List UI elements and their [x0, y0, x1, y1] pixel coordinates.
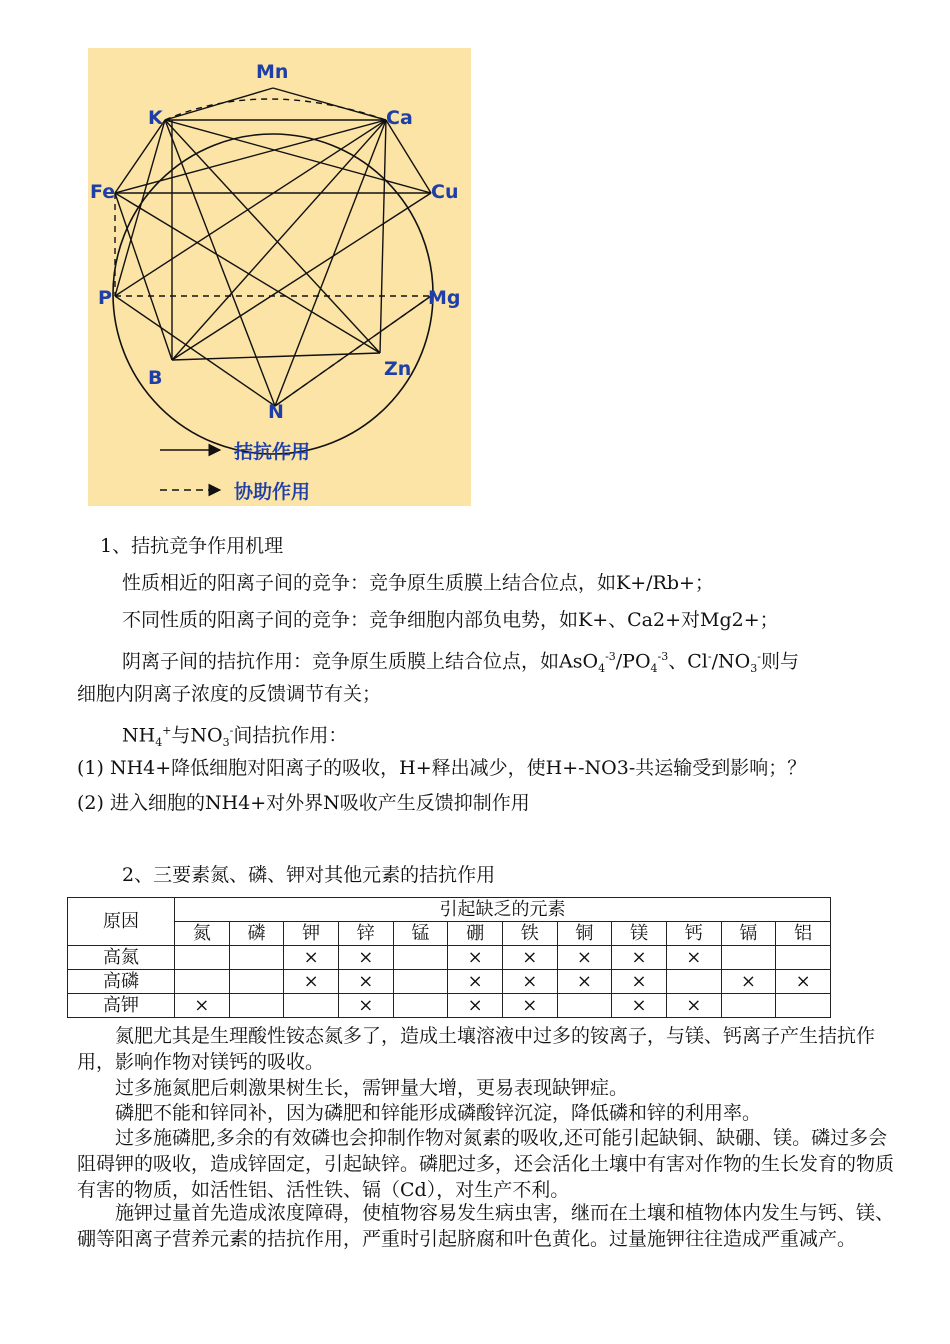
antagonism-table — [67, 897, 831, 1018]
mark-cell — [284, 994, 339, 1018]
section1-heading: 1、拮抗竞争作用机理 — [100, 535, 284, 557]
element-header-cell: 铁 — [502, 922, 557, 946]
section1-item2: (2) 进入细胞的NH4+对外界N吸收产生反馈抑制作用 — [77, 792, 530, 814]
paragraph-5: 施钾过量首先造成浓度障碍，使植物容易发生病虫害，继而在土壤和植物体内发生与钙、镁、硼等阳离子营养元素的拮抗作用，严重时引起脐腐和叶色黄化。过量施钾往往造成严重减产。 — [77, 1202, 895, 1250]
legend-antagonism: 拮抗作用 — [234, 441, 311, 463]
label-cu: Cu — [431, 181, 459, 203]
paragraph-4: 过多施磷肥,多余的有效磷也会抑制作物对氮素的吸收,还可能引起缺铜、缺硼、镁。磷过多会阻碍钾的吸收，造成锌固定，引起缺锌。磷肥过多，还会活化土壤中有害对作物的生长发育的物质有害的物质，如活性铝、活性铁、镉（Cd），对生产不利。 — [77, 1127, 895, 1201]
legend — [160, 440, 310, 503]
legend-synergy: 协助作用 — [234, 481, 311, 503]
mark-cell — [229, 994, 284, 1018]
mark-cell — [393, 946, 448, 970]
label-k: K — [148, 107, 163, 129]
mark-cell — [393, 994, 448, 1018]
mark-cell — [175, 946, 230, 970]
mark-cell: × — [776, 970, 831, 994]
mark-cell — [393, 970, 448, 994]
label-mn: Mn — [256, 61, 289, 83]
mark-cell: × — [666, 946, 721, 970]
element-header-cell: 锌 — [338, 922, 393, 946]
section1-p1: 性质相近的阳离子间的竞争：竞争原生质膜上结合位点，如K+/Rb+； — [122, 572, 714, 594]
cause-header: 原因 — [68, 898, 175, 946]
section2-heading: 2、三要素氮、磷、钾对其他元素的拮抗作用 — [122, 864, 496, 886]
mark-cell: × — [557, 946, 612, 970]
mark-cell — [721, 946, 776, 970]
element-header-cell: 锰 — [393, 922, 448, 946]
mark-cell: × — [666, 994, 721, 1018]
label-ca: Ca — [386, 107, 413, 129]
table-row — [68, 970, 831, 994]
label-mg: Mg — [428, 287, 461, 309]
element-header-cell: 铜 — [557, 922, 612, 946]
mark-cell — [776, 946, 831, 970]
mark-cell: × — [557, 970, 612, 994]
table-row — [68, 946, 831, 970]
element-header-cell: 钾 — [284, 922, 339, 946]
diagram-svg — [88, 48, 471, 506]
label-zn: Zn — [384, 358, 412, 380]
cause-cell: 高钾 — [68, 994, 175, 1018]
mark-cell: × — [448, 970, 503, 994]
cause-cell: 高磷 — [68, 970, 175, 994]
mark-cell: × — [502, 994, 557, 1018]
mark-cell: × — [284, 946, 339, 970]
element-header-cell: 钙 — [666, 922, 721, 946]
element-header-cell: 硼 — [448, 922, 503, 946]
element-header-cell: 镁 — [612, 922, 667, 946]
section1-p2: 不同性质的阳离子间的竞争：竞争细胞内部负电势，如K+、Ca2+对Mg2+； — [122, 609, 779, 631]
mark-cell: × — [448, 994, 503, 1018]
mark-cell: × — [612, 946, 667, 970]
mark-cell — [557, 994, 612, 1018]
mark-cell — [229, 946, 284, 970]
element-header-cell: 镉 — [721, 922, 776, 946]
mark-cell — [721, 994, 776, 1018]
section1-p3-line2: 细胞内阴离子浓度的反馈调节有关； — [77, 683, 382, 705]
mark-cell: × — [721, 970, 776, 994]
mark-cell: × — [175, 994, 230, 1018]
antagonism-diagram — [88, 48, 471, 506]
mark-cell — [229, 970, 284, 994]
mark-cell: × — [502, 946, 557, 970]
mark-cell — [776, 994, 831, 1018]
label-p: P — [98, 287, 112, 309]
section1-p4: $NH_4^+$与$NO_3^-$间拮抗作用： — [122, 724, 348, 750]
section1-item1: (1) NH4+降低细胞对阳离子的吸收，H+释出减少，使H+-NO3-共运输受到影响；？ — [77, 757, 807, 779]
mark-cell: × — [338, 946, 393, 970]
mark-cell: × — [612, 970, 667, 994]
cause-cell: 高氮 — [68, 946, 175, 970]
section1-p3: 阴离子间的拮抗作用：竞争原生质膜上结合位点，如$AsO_4^{-3}/PO_4^{-3}$、$Cl^-/NO_3^-$则与 — [122, 650, 799, 676]
mark-cell: × — [612, 994, 667, 1018]
mark-cell: × — [448, 946, 503, 970]
paragraph-2: 过多施氮肥后刺激果树生长，需钾量大增，更易表现缺钾症。 — [115, 1077, 629, 1099]
effect-header: 引起缺乏的元素 — [175, 898, 831, 922]
element-header-cell: 磷 — [229, 922, 284, 946]
mark-cell — [175, 970, 230, 994]
mark-cell: × — [502, 970, 557, 994]
label-b: B — [148, 367, 163, 389]
label-n: N — [268, 401, 284, 423]
element-labels — [90, 61, 461, 423]
paragraph-1: 氮肥尤其是生理酸性铵态氮多了，造成土壤溶液中过多的铵离子，与镁、钙离子产生拮抗作用，影响作物对镁钙的吸收。 — [77, 1025, 876, 1073]
element-header-cell: 氮 — [175, 922, 230, 946]
table-row — [68, 994, 831, 1018]
mark-cell: × — [338, 994, 393, 1018]
paragraph-3: 磷肥不能和锌同补，因为磷肥和锌能形成磷酸锌沉淀，降低磷和锌的利用率。 — [115, 1102, 762, 1124]
label-fe: Fe — [90, 181, 116, 203]
element-header-cell: 铝 — [776, 922, 831, 946]
mark-cell — [666, 970, 721, 994]
mark-cell: × — [338, 970, 393, 994]
mark-cell: × — [284, 970, 339, 994]
